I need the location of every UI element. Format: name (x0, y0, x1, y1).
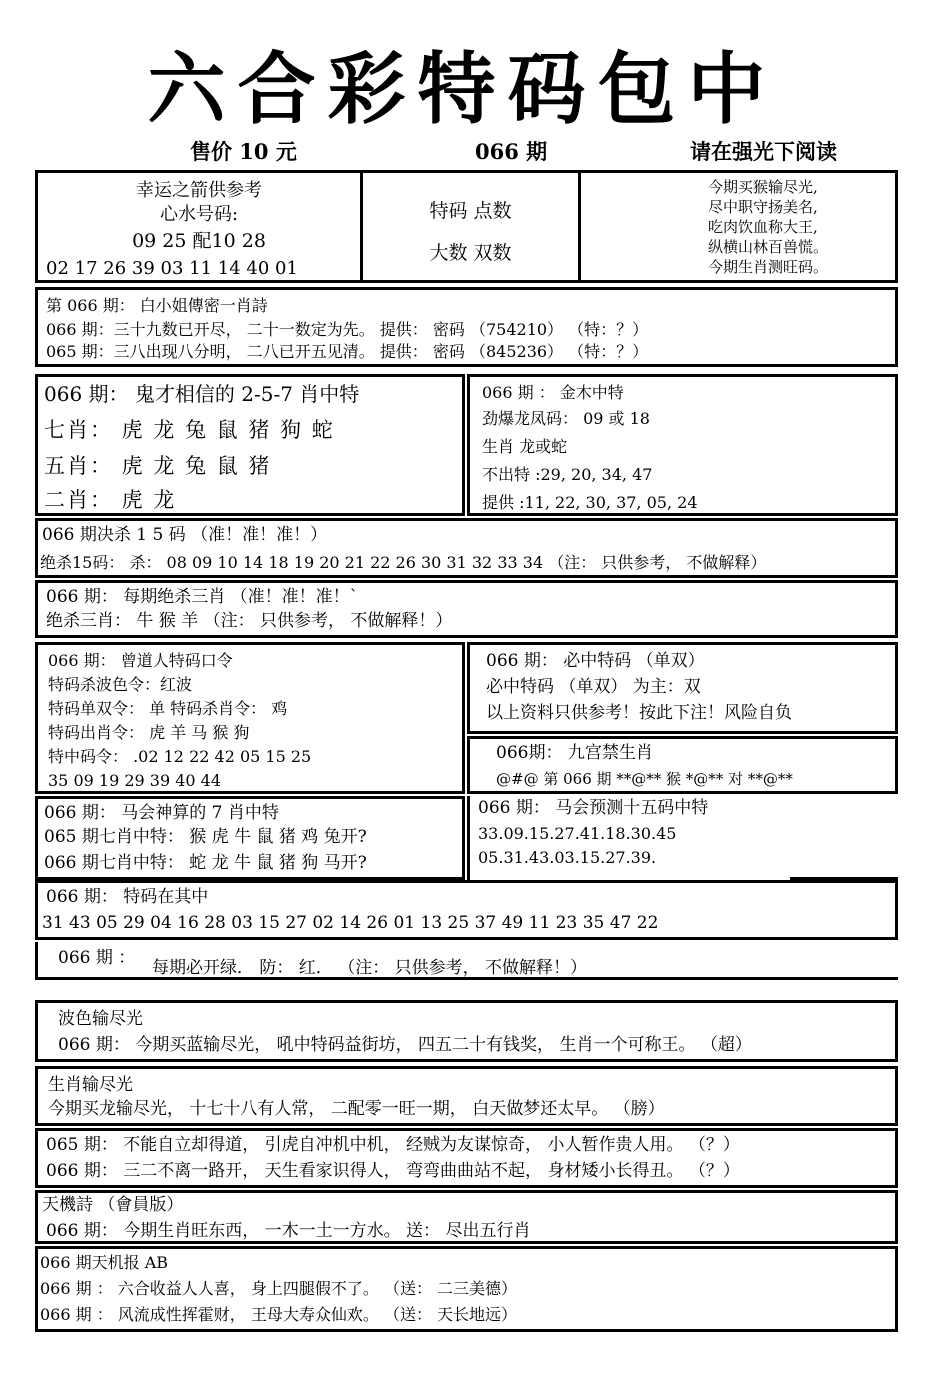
secret-line: 065 期：三八出现八分明， 二八已开五见清。 提供： 密码 （845236） （特：？） (46, 342, 649, 361)
taoist-line: 特码单双令： 单 特码杀肖令： 鸡 (48, 699, 288, 718)
ghost-five: 五肖： 虎 龙 兔 鼠 猪 (44, 454, 272, 478)
predict15-line: 33.09.15.27.41.18.30.45 (478, 824, 677, 843)
goldwood-title: 066 期 ： 金木中特 (482, 383, 624, 402)
verses-line: 066 期： 三二不离一路开， 天生看家识得人， 弯弯曲曲站不起， 身材矮小长得丑。 （？） (46, 1161, 740, 1181)
tianji-box (35, 1190, 898, 1244)
goldwood-box (467, 374, 898, 516)
price-label: 售价 10 元 (190, 139, 297, 164)
oddeven-box (467, 642, 898, 734)
lucky-pair: 09 25 配10 28 (132, 230, 266, 252)
oddeven-title: 066 期： 必中特码 （单双） (486, 651, 705, 671)
taoist-line: 特中码令： .02 12 22 42 05 15 25 (48, 747, 312, 766)
verses-line: 065 期： 不能自立却得道， 引虎自冲机中机， 经贼为友谋惊奇， 小人暂作贵人用。 （？） (46, 1135, 740, 1155)
tianji-title: 天機詩 （會員版） (42, 1195, 184, 1215)
page-title: 六合彩特码包中 (147, 44, 778, 135)
special-size: 大数 双数 (429, 242, 512, 264)
ghost-title: 066 期： 鬼才相信的 2-5-7 肖中特 (44, 382, 360, 406)
goldwood-line: 生肖 龙或蛇 (482, 437, 568, 456)
poem-line: 今期生肖测旺码。 (708, 258, 829, 276)
ghost-seven: 七肖： 虎 龙 兔 鼠 猪 狗 蛇 (44, 418, 335, 442)
inside-box (35, 880, 898, 940)
predict15-line: 05.31.43.03.15.27.39. (478, 848, 657, 867)
sevenzodiac-title: 066 期： 马会神算的 7 肖中特 (44, 803, 279, 823)
oddeven-line: 必中特码 （单双） 为主：双 (486, 677, 701, 697)
green-text: 每期必开绿． 防： 红． （注： 只供参考， 不做解释！） (152, 958, 588, 978)
poem-line: 纵横山林百兽慌。 (708, 238, 829, 256)
tianji-line: 066 期： 今期生肖旺东西， 一木一土一方水。 送： 尽出五行肖 (46, 1221, 531, 1241)
secret-title: 第 066 期： 白小姐傳密一肖詩 (46, 296, 268, 315)
lucky-subtitle: 心水号码: (159, 204, 239, 225)
sevenzodiac-line: 066 期七肖中特： 蛇 龙 牛 鼠 猪 狗 马开? (44, 853, 367, 873)
top-box (35, 170, 898, 283)
inside-numbers: 31 43 05 29 04 16 28 03 15 27 02 14 26 01 13 25 37 49 11 23 35 47 22 (42, 913, 659, 933)
ninepalace-line: @#@ 第 066 期 **@** 猴 *@** 对 **@** (496, 770, 793, 788)
kill15-numbers: 绝杀15码： 杀： 08 09 10 14 18 19 20 21 22 26 30 31 32 33 34 （注： 只供参考， 不做解释） (40, 553, 767, 572)
period-label: 066 期 (475, 139, 548, 164)
reading-note: 请在强光下阅读 (690, 139, 837, 164)
ghost-box (35, 374, 465, 516)
zodiaclose-box (35, 1066, 898, 1126)
green-label: 066 期 ： (58, 948, 136, 968)
tianjibao-box (35, 1246, 898, 1332)
wave-title: 波色输尽光 (58, 1009, 143, 1029)
taoist-line: 特码出肖令： 虎 羊 马 猴 狗 (48, 723, 250, 742)
secret-line: 066 期：三十九数已开尽， 二十一数定为先。 提供： 密码 （754210） （特：？） (46, 320, 649, 339)
tianjibao-line: 066 期 ： 风流成性挥霍财， 王母大寿众仙欢。 （送： 天长地远） (40, 1305, 518, 1324)
sevenzodiac-line: 065 期七肖中特： 猴 虎 牛 鼠 猪 鸡 兔开? (44, 827, 367, 847)
goldwood-line: 劲爆龙凤码： 09 或 18 (482, 409, 650, 428)
wave-box (35, 1000, 898, 1062)
kill3-title: 066 期： 每期绝杀三肖 （准！准！准！` (46, 587, 359, 607)
tianjibao-line: 066 期 ： 六合收益人人喜， 身上四腿假不了。 （送： 二三美德） (40, 1279, 518, 1298)
tianjibao-title: 066 期天机报 AB (40, 1253, 169, 1272)
taoist-title: 066 期： 曾道人特码口令 (48, 651, 233, 670)
verses-box (35, 1128, 898, 1188)
ninepalace-box (467, 736, 898, 794)
poem-line: 今期买猴输尽光, (708, 178, 818, 196)
goldwood-line: 提供 :11, 22, 30, 37, 05, 24 (482, 493, 698, 512)
goldwood-line: 不出特 :29, 20, 34, 47 (482, 465, 653, 484)
kill15-box (35, 518, 898, 578)
predict15-box (467, 796, 898, 880)
poem-line: 吃肉饮血称大王, (708, 218, 818, 236)
zodiaclose-line: 今期买龙输尽光， 十七十八有人常， 二配零一旺一期， 白天做梦还太早。 （膀） (48, 1099, 665, 1119)
special-type: 特码 点数 (429, 200, 512, 222)
wave-line: 066 期： 今期买蓝输尽光， 吼中特码益街坊， 四五二十有钱奖， 生肖一个可称王。 （超） (58, 1035, 752, 1055)
kill3-box (35, 580, 898, 638)
secret-box (35, 287, 898, 367)
inside-title: 066 期： 特码在其中 (46, 887, 209, 907)
taoist-line: 35 09 19 29 39 40 44 (48, 771, 222, 790)
predict15-title: 066 期： 马会预测十五码中特 (478, 798, 709, 818)
ninepalace-title: 066期： 九宫禁生肖 (496, 743, 653, 763)
green-box (35, 942, 898, 980)
zodiaclose-title: 生肖输尽光 (48, 1075, 133, 1095)
kill3-line: 绝杀三肖： 牛 猴 羊 （注： 只供参考， 不做解释！） (46, 611, 453, 631)
lucky-title: 幸运之箭供参考 (136, 180, 262, 201)
poem-line: 尽中职守扬美名, (708, 198, 818, 216)
taoist-line: 特码杀波色令：红波 (48, 675, 193, 694)
oddeven-line: 以上资料只供参考！按此下注！风险自负 (486, 703, 792, 723)
taoist-box (35, 642, 465, 794)
lucky-numbers: 02 17 26 39 03 11 14 40 01 (46, 258, 298, 279)
sevenzodiac-box (35, 796, 465, 880)
kill15-title: 066 期决杀 1 5 码 （准！准！准！） (42, 525, 328, 545)
ghost-two: 二肖： 虎 龙 (44, 488, 177, 512)
